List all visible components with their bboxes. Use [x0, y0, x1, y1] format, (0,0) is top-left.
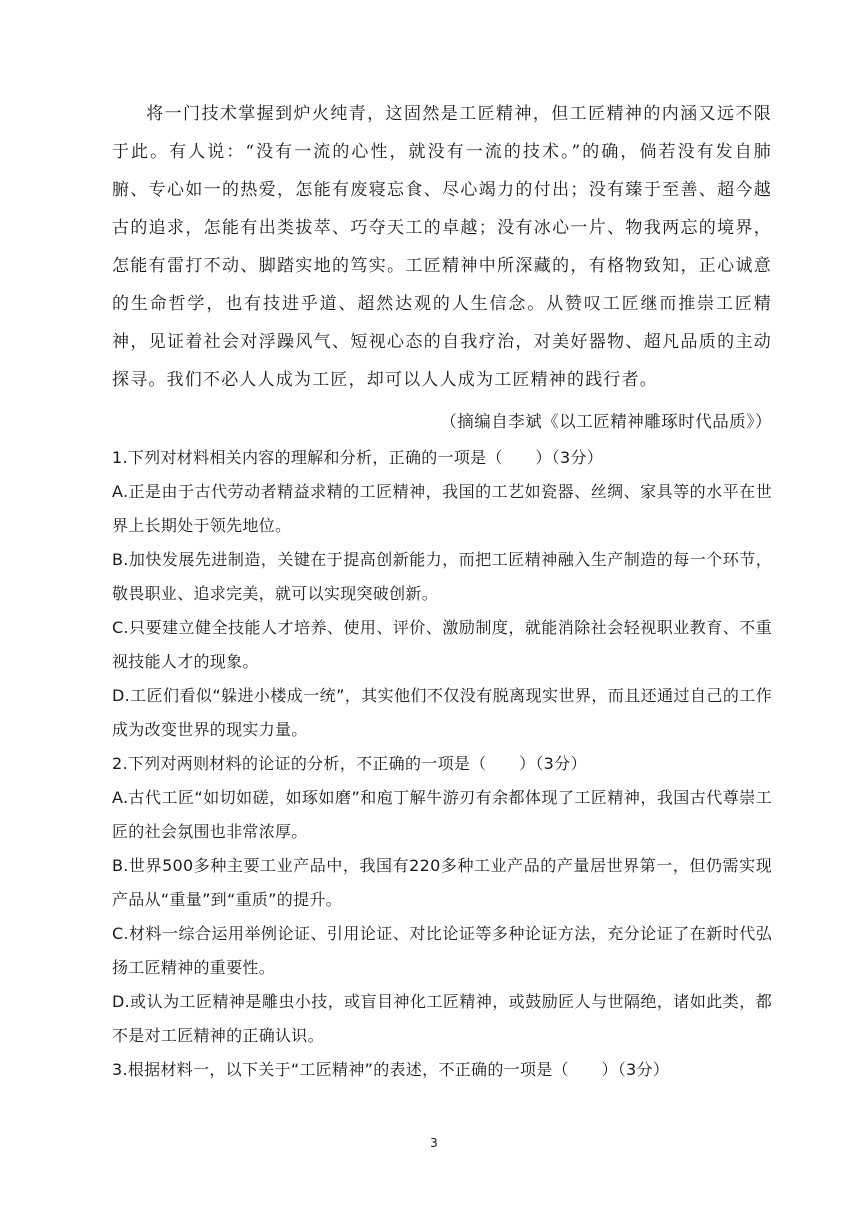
- passage-paragraph: [112, 95, 772, 399]
- question-stem: 2.下列对两则材料的论证的分析，不正确的一项是（ ）（3分）: [112, 754, 587, 773]
- question-stem: 1.下列对材料相关内容的理解和分析，正确的一项是（ ）（3分）: [112, 448, 604, 467]
- question-1: [112, 441, 772, 747]
- option-c: C.只要建立健全技能人才培养、使用、评价、激励制度，就能消除社会轻视职业教育、不重视技能人才的现象。: [112, 618, 772, 671]
- option-a: A.古代工匠“如切如磋，如琢如磨”和庖丁解牛游刃有余都体现了工匠精神，我国古代尊崇工匠的社会氛围也非常浓厚。: [112, 788, 772, 841]
- passage-text: 将一门技术掌握到炉火纯青，这固然是工匠精神，但工匠精神的内涵又远不限于此。有人说：“没有一流的心性，就没有一流的技术。”的确，倘若没有发自肺腑、专心如一的热爱，怎能有废寝忘食、尽心竭力的付出；没有臻于至善、超今越古的追求，怎能有出类拔萃、巧夺天工的卓越；没有冰心一片、物我两忘的境界，怎能有雷打不动、脚踏实地的笃实。工匠精神中所深藏的，有格物致知，正心诚意的生命哲学，也有技进乎道、超然达观的人生信念。从赞叹工匠继而推崇工匠精神，见证着社会对浮躁风气、短视心态的自我疗治，对美好器物、超凡品质的主动探寻。我们不必人人成为工匠，却可以人人成为工匠精神的践行者。: [112, 104, 772, 390]
- option-d: D.或认为工匠精神是雕虫小技，或盲目神化工匠精神，或鼓励匠人与世隔绝，诸如此类，都不是对工匠精神的正确认识。: [112, 992, 772, 1045]
- question-2: [112, 747, 772, 1053]
- option-b: B.加快发展先进制造，关键在于提高创新能力，而把工匠精神融入生产制造的每一个环节，敬畏职业、追求完美，就可以实现突破创新。: [112, 550, 772, 603]
- page-number: 3: [430, 1136, 438, 1150]
- option-d: D.工匠们看似“躲进小楼成一统”，其实他们不仅没有脱离现实世界，而且还通过自己的工作成为改变世界的现实力量。: [112, 686, 772, 739]
- option-a: A.正是由于古代劳动者精益求精的工匠精神，我国的工艺如瓷器、丝绸、家具等的水平在世界上长期处于领先地位。: [112, 482, 772, 535]
- passage-source: （摘编自李斌《以工匠精神雕琢时代品质》）: [440, 412, 772, 431]
- question-3: [112, 1053, 772, 1087]
- question-stem: 3.根据材料一，以下关于“工匠精神”的表述，不正确的一项是（ ）（3分）: [112, 1060, 670, 1079]
- option-c: C.材料一综合运用举例论证、引用论证、对比论证等多种论证方法，充分论证了在新时代弘扬工匠精神的重要性。: [112, 924, 772, 977]
- option-b: B.世界500多种主要工业产品中，我国有220多种工业产品的产量居世界第一，但仍需实现产品从“重量”到“重质”的提升。: [112, 856, 772, 909]
